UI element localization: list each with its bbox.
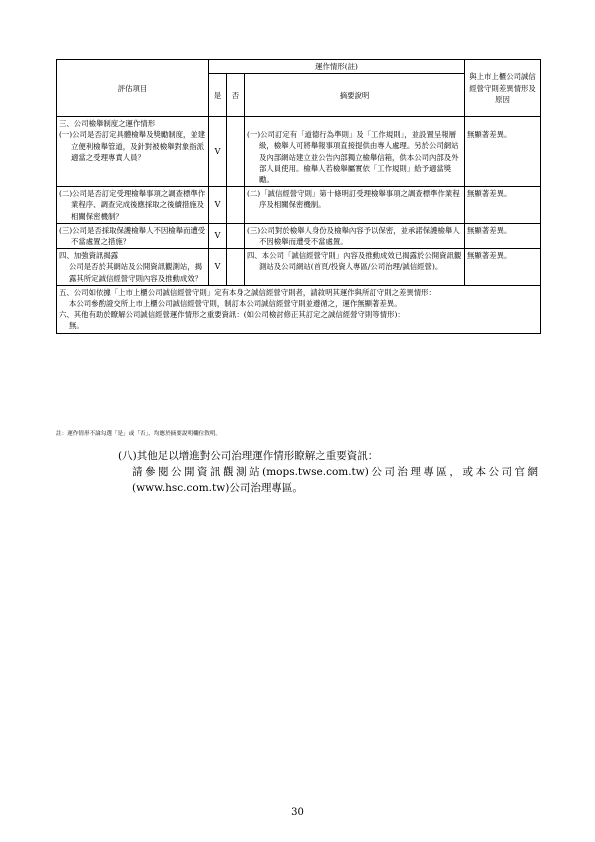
header-no: 否	[227, 74, 245, 117]
row5-text: 本公司參酌證交所上市上櫃公司誠信經營守則，制訂本公司誠信經營守則並遵循之，運作無顯著差異。	[69, 299, 402, 309]
header-diff: 與上市上櫃公司誠信經營守則差異情形及原因	[465, 60, 541, 117]
yes-mark: V	[209, 223, 227, 248]
evaluation-table	[56, 59, 541, 334]
table-row	[57, 285, 541, 333]
row-diff: 無顯著差異。	[465, 249, 541, 286]
header-yes: 是	[209, 74, 227, 117]
section-8	[118, 448, 538, 496]
section-8-title: (八)其他足以增進對公司治理運作情形瞭解之重要資訊：	[118, 450, 379, 462]
row-item: 三、公司檢舉制度之運作情形 (一)公司是否訂定具體檢舉及獎勵制度，並建立便利檢舉管道，及針對被檢舉對象指派適當之受理專責人員？	[57, 117, 209, 187]
row-item: 四、加強資訊揭露 公司是否於其網站及公開資訊觀測站，揭露其所定誠信經營守則內容及推動成效？	[57, 249, 209, 286]
yes-mark: V	[209, 249, 227, 286]
row-diff: 無顯著差異。	[465, 223, 541, 248]
table-row	[57, 187, 541, 224]
table-row	[57, 223, 541, 248]
section-title: 四、加強資訊揭露	[59, 251, 119, 261]
table-row	[57, 249, 541, 286]
row-diff: 無顯著差異。	[465, 187, 541, 224]
row5-title: 五、公司如依據「上市上櫃公司誠信經營守則」定有本身之誠信經營守則者，請敘明其運作與所訂守則之差異情形：	[59, 287, 436, 297]
page-number: 30	[291, 807, 304, 818]
row-summary: (三)公司對於檢舉人身份及檢舉內容予以保密，並承諾保護檢舉人不因檢舉而遭受不當處置。	[245, 223, 465, 248]
row-item: (二)公司是否訂定受理檢舉事項之調查標準作業程序、調查完成後應採取之後續措施及相關保密機制？	[57, 187, 209, 224]
row-summary: (一)公司訂定有「道德行為準則」及「工作規則」，並設置呈報層級，檢舉人可將舉報事項直接提供由專人處理。另於公司網站及內部網站建立並公告內部獨立檢舉信箱，供本公司內部及外部人員使用。檢舉人若檢舉屬實依「工作規則」給予適當獎勵。	[245, 117, 465, 187]
row-diff: 無顯著差異。	[465, 117, 541, 187]
row6-text: 無。	[69, 321, 84, 331]
row-summary: (二)「誠信經營守則」第十條明訂受理檢舉事項之調查標準作業程序及相關保密機制。	[245, 187, 465, 224]
row-summary: 四、本公司「誠信經營守則」內容及推動成效已揭露於公開資訊觀測站及公司網站(首頁/投資人專區/公司治理/誠信經營)。	[245, 249, 465, 286]
row-item: (三)公司是否採取保護檢舉人不因檢舉而遭受不當處置之措施？	[57, 223, 209, 248]
yes-mark: V	[209, 187, 227, 224]
row6-title: 六、其他有助於瞭解公司誠信經營運作情形之重要資訊：(如公司檢討修正其訂定之誠信經營守則等情形)：	[59, 310, 405, 320]
section-title: 三、公司檢舉制度之運作情形	[59, 119, 156, 129]
header-item: 評估項目	[57, 60, 209, 117]
header-status: 運作情形(註)	[209, 60, 465, 74]
header-summary: 摘要說明	[245, 74, 465, 117]
section-8-text: 請參閱公開資訊觀測站(mops.twse.com.tw)公司治理專區，或本公司官網(www.hsc.com.tw)公司治理專區。	[132, 466, 538, 494]
table-row	[57, 117, 541, 187]
table-footnote: 註：運作情形不論勾選「是」或「否」，均應於摘要說明欄位敘明。	[56, 431, 222, 437]
yes-mark: V	[209, 117, 227, 187]
